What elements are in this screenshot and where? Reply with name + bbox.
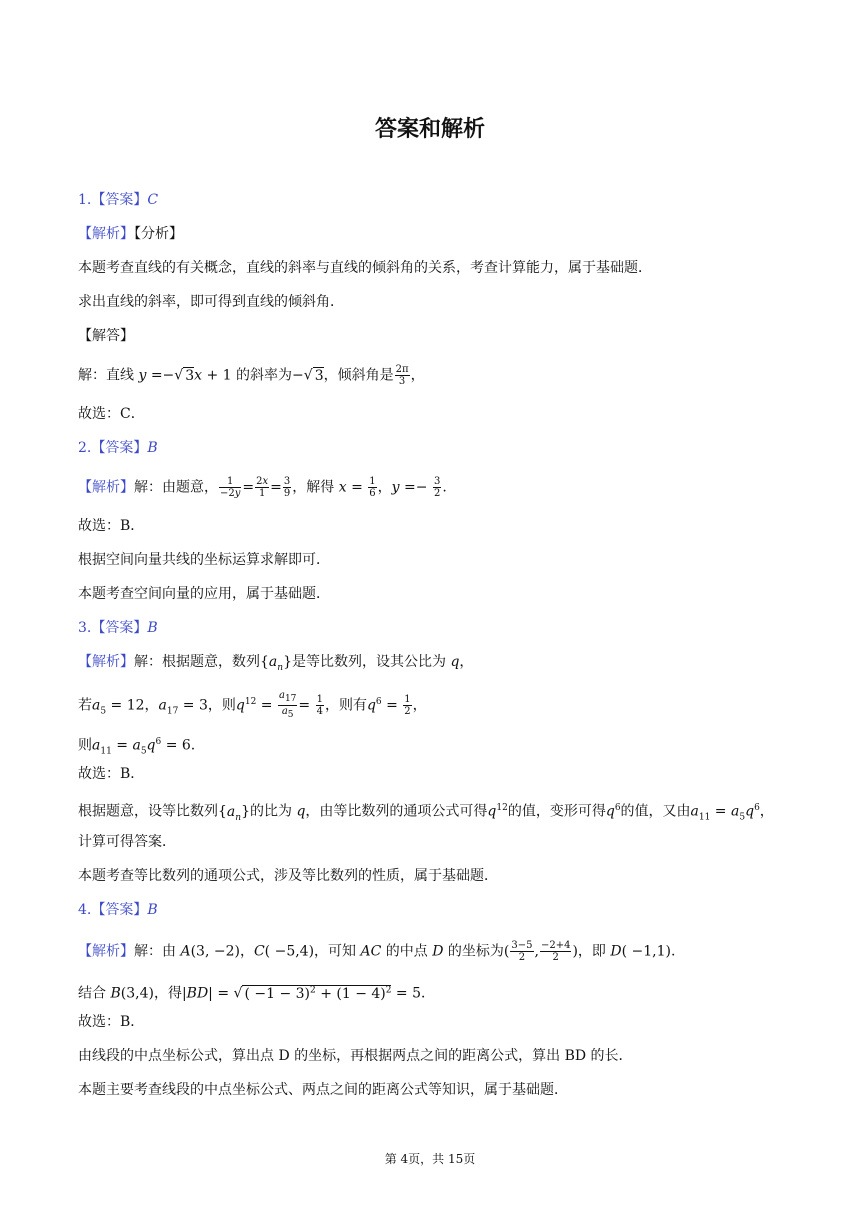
q1-jieda-tag: 【解答】 [78,328,134,344]
q1-analysis: 本题考查直线的有关概念，直线的斜率与直线的倾斜角的关系，考查计算能力，属于基础题． [78,260,652,276]
q4-solution-2: 结合 B(3,4)，得|BD| = √ ( $-1 - 3)^2 + (1 - 4)^2 = 5$． [78,985,436,1002]
q3-method-1: 根据题意，设等比数列$\{a_n\}$的比为 q，由等比数列的通项公式可得$q^{12}$的值，变形可得$q^6$的值，又由$a_{11} = a_5q^6$， [78,803,774,823]
q3-method-2: 计算可得答案． [78,834,176,850]
q2-choice: 故选：B． [78,518,145,534]
q1-choice: 故选：C． [78,406,145,422]
q4-solution-1: 【解析】解：由 A(3, −2)，C( −5,4)，可知 AC 的中点 D 的坐标为( $\frac{3-5}{2}$ , $\frac{-2+4}{2}$ )，即 D( −1,1). [78,940,676,963]
q2-method: 根据空间向量共线的坐标运算求解即可． [78,552,330,568]
q1-solution: 解：直线 y =−√ 3x + 1 的斜率为−√ 3，倾斜角是 $\frac{2\pi}{3}$ ， [78,364,425,387]
q4-summary: 本题主要考查线段的中点坐标公式、两点之间的距离公式等知识，属于基础题． [78,1082,568,1098]
q1-method: 求出直线的斜率，即可得到直线的倾斜角． [78,294,344,310]
q4-choice: 故选：B． [78,1014,145,1030]
page-title: 答案和解析 [374,117,485,142]
q4-method: 由线段的中点坐标公式，算出点 D 的坐标，再根据两点之间的距离公式，算出 BD 的长． [78,1048,633,1064]
q3-answer-line: 3.【答案】B [78,620,158,636]
q3-solution-3: 则$a_{11} = a_5q^6 = 6$. [78,737,196,757]
q3-summary: 本题考查等比数列的通项公式，涉及等比数列的性质，属于基础题． [78,868,498,884]
page-footer: 第 4页，共 15页 [384,1152,476,1166]
q3-solution-2: 若$a_5 = 12$，$a_{17} = 3$，则$q^{12}$ = $\frac{a_{17}}{a_5}$ = $\frac{1}{4}$ ，则有$q^6$ = $\frac{1}{2}$ ， [78,690,427,720]
q2-answer-line: 2.【答案】B [78,440,158,456]
q3-solution-1: 【解析】解：根据题意，数列$\{a_n\}$是等比数列，设其公比为 q， [78,654,474,673]
q1-answer-line: 1.【答案】C [78,192,159,208]
q2-summary: 本题考查空间向量的应用，属于基础题． [78,586,330,602]
q2-solution: 【解析】解：由题意， $\frac{1}{-2y}$ = $\frac{2x}{1}$ = $\frac{3}{9}$ ，解得 x = $\frac{1}{6}$ ，y =− $\frac{3}{2}$ . [78,476,447,499]
q3-choice: 故选：B． [78,766,145,782]
q4-answer-line: 4.【答案】B [78,902,158,918]
q1-tags: 【解析】【分析】 [78,226,183,242]
